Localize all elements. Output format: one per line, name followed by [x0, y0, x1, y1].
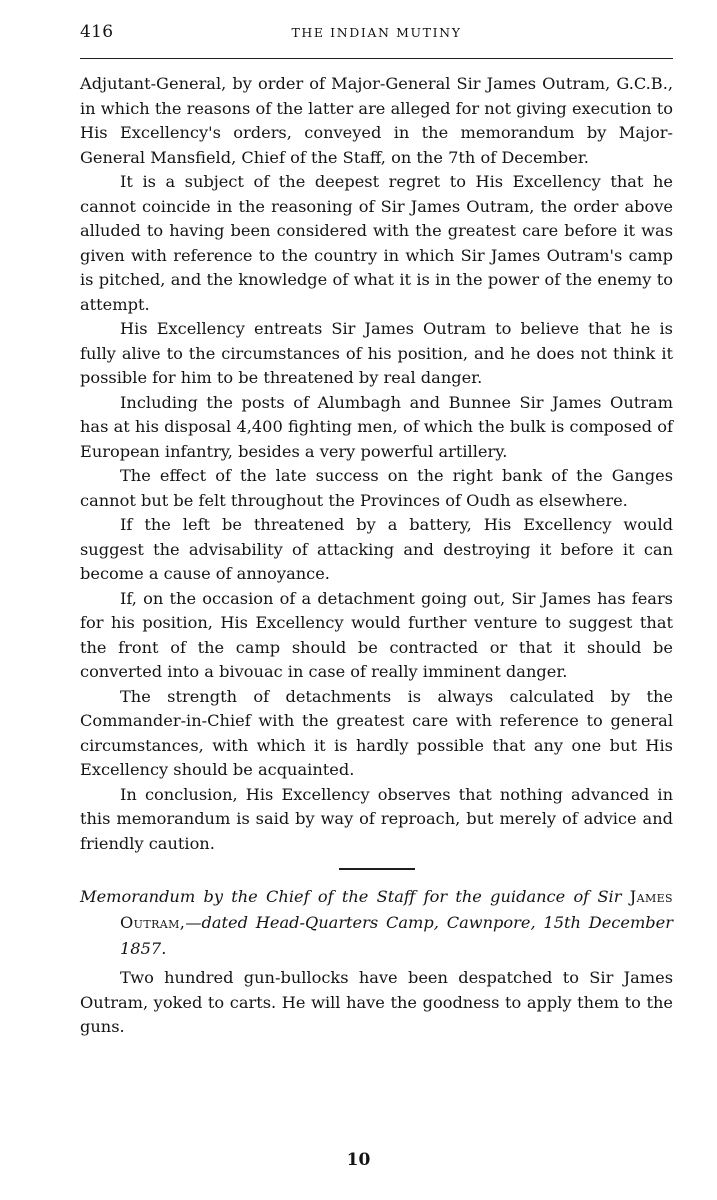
paragraph-conclusion: In conclusion, His Excellency observes that nothing advanced in this memorandum is said by way of reproach, but merely of advice and friendly caution. — [80, 784, 673, 853]
memo-heading-part2: —dated Head-Quarters Camp, Cawnpore, 15th December 1857. — [120, 913, 673, 958]
signature-mark: 10 — [346, 1150, 371, 1170]
paragraph-battery: If the left be threatened by a battery, His Excellency would suggest the advisability of attacking and destroying it before it can become a cause of annoyance. — [80, 515, 673, 583]
paragraph-detachment: If, on the occasion of a detachment going out, Sir James has fears for his position, His Excellency would further venture to suggest that the front of the camp should be contracted or that it should be converted into a bivouac in case of really imminent danger. — [80, 588, 673, 681]
paragraph-effect: The effect of the late success on the right bank of the Ganges cannot but be felt throughout the Provinces of Oudh as elsewhere. — [80, 466, 673, 510]
memo-heading-name: James Outram, — [120, 887, 673, 932]
body-text — [80, 72, 673, 1040]
paragraph-continuation: Adjutant-General, by order of Major-General Sir James Outram, G.C.B., in which the reasons of the latter are alleged for not giving execution to His Excellency's orders, conveyed in the memorandum by Major-General Mansfield, Chief of the Staff, on the 7th of December. — [80, 74, 673, 167]
memo-body: Two hundred gun-bullocks have been despatched to Sir James Outram, yoked to carts. He will have the goodness to apply them to the guns. — [80, 968, 673, 1036]
paragraph-posts: Including the posts of Alumbagh and Bunnee Sir James Outram has at his disposal 4,400 fighting men, of which the bulk is composed of European infantry, besides a very powerful artillery. — [80, 392, 673, 461]
paragraph-strength: The strength of detachments is always calculated by the Commander-in-Chief with the greatest care with reference to general circumstances, with which it is hardly possible that any one but His Excellency should be acquainted. — [80, 686, 673, 779]
paragraph-entreats: His Excellency entreats Sir James Outram to believe that he is fully alive to the circumstances of his position, and he does not think it possible for him to be threatened by real danger. — [80, 319, 673, 387]
section-separator — [339, 868, 415, 870]
paragraph-regret: It is a subject of the deepest regret to His Excellency that he cannot coincide in the reasoning of Sir James Outram, the order above alluded to having been considered with the greatest care before it was given with reference to the country in which Sir James Outram's camp is pitched, and the knowledge of what it is in the power of the enemy to attempt. — [80, 172, 673, 314]
memo-heading-part1: Memorandum by the Chief of the Staff for the guidance of Sir — [80, 887, 622, 906]
header-rule — [80, 58, 673, 59]
page-number: 416 — [80, 22, 114, 42]
running-header — [80, 22, 673, 48]
running-title: THE INDIAN MUTINY — [291, 25, 462, 40]
memo-heading — [80, 884, 673, 962]
